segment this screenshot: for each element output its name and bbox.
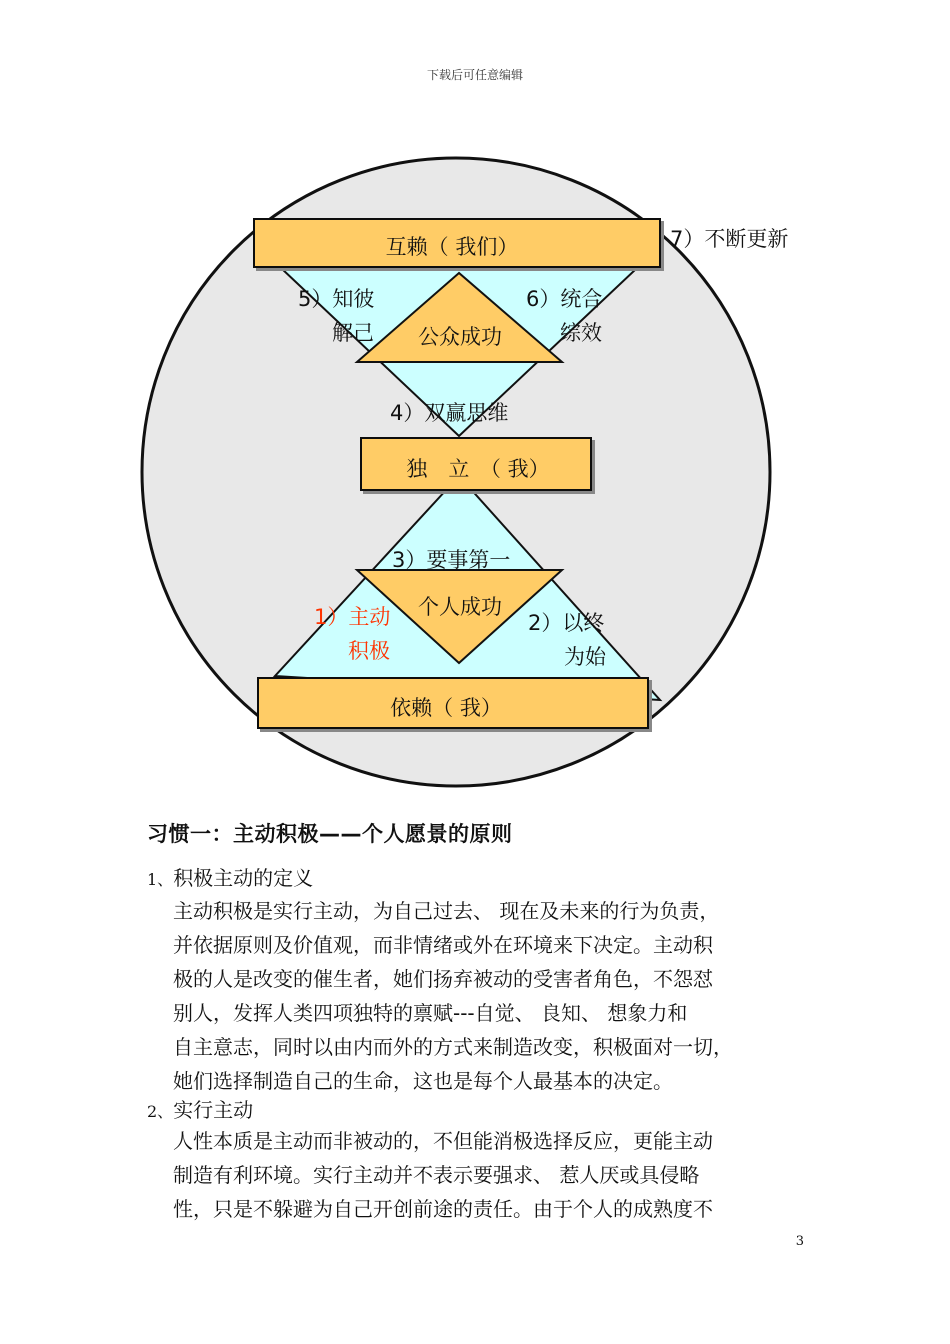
section-2-number: 2、 (147, 1102, 174, 1121)
habit-6-line2: 综效 (560, 321, 602, 345)
private-victory-label: 个人成功 (418, 595, 502, 619)
middle-box-label: 独 立 （ 我） (406, 457, 550, 481)
section-2-title (147, 1094, 253, 1123)
habit-6-line1: 6）统合 (526, 287, 603, 311)
section-1-title (147, 862, 313, 891)
header-note: 下载后可任意编辑 (426, 68, 523, 82)
section-1-title-text: 积极主动的定义 (173, 866, 314, 890)
habit-one-heading: 习惯一：主动积极——个人愿景的原则 (147, 822, 513, 846)
section-1-line: 她们选择制造自己的生命，这也是每个人最基本的决定。 (173, 1069, 673, 1093)
section-2-body (173, 1124, 823, 1226)
habit-5-line2: 解己 (332, 321, 374, 345)
section-2-line: 人性本质是主动而非被动的，不但能消极选择反应，更能主动 (173, 1129, 713, 1153)
section-1-line: 并依据原则及价值观，而非情绪或外在环境来下决定。主动积 (173, 933, 713, 957)
section-1-line: 自主意志，同时以由内而外的方式来制造改变，积极面对一切， (173, 1035, 733, 1059)
bottom-box-label: 依赖（ 我） (390, 696, 502, 720)
section-1-line: 别人，发挥人类四项独特的禀赋---自觉、 良知、 想象力和 (173, 1001, 688, 1025)
page-number: 3 (795, 1234, 804, 1249)
habit-2-line1: 2）以终 (528, 611, 605, 635)
section-1-line: 极的人是改变的催生者，她们扬弃被动的受害者角色，不怨怼 (173, 967, 713, 991)
habit-2-line2: 为始 (564, 645, 606, 669)
habit-4-label: 4）双赢思维 (390, 401, 509, 425)
section-1-number: 1、 (147, 870, 174, 889)
section-2-line: 制造有利环境。实行主动并不表示要强求、 惹人厌或具侵略 (173, 1163, 700, 1187)
habit-7-label: 7）不断更新 (670, 227, 789, 251)
section-2-title-text: 实行主动 (173, 1098, 254, 1122)
top-box-label: 互赖（ 我们） (385, 235, 519, 259)
section-1-body (173, 894, 823, 1098)
public-victory-label: 公众成功 (418, 325, 502, 349)
habit-5-line1: 5）知彼 (298, 287, 375, 311)
habit-1-line2: 积极 (348, 639, 390, 663)
habit-1-line1: 1）主动 (314, 605, 391, 629)
section-1-line: 主动积极是实行主动，为自己过去、 现在及未来的行为负责， (173, 899, 720, 923)
section-2-line: 性，只是不躲避为自己开创前途的责任。由于个人的成熟度不 (173, 1197, 713, 1221)
habit-3-label: 3）要事第一 (392, 548, 511, 572)
